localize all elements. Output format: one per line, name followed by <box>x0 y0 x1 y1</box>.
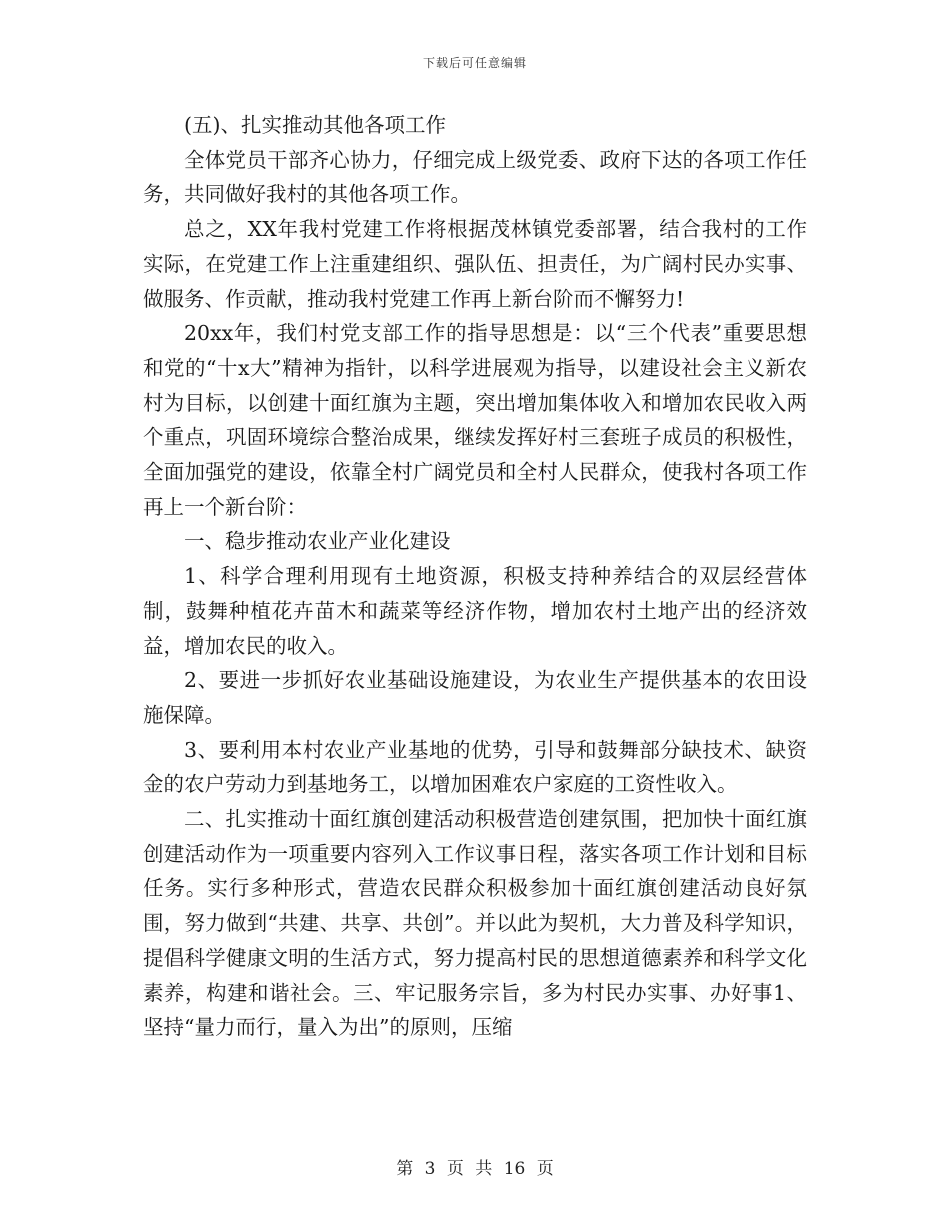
page-header-note: 下载后可任意编辑 <box>422 56 527 70</box>
paragraph: 全体党员干部齐心协力，仔细完成上级党委、政府下达的各项工作任务，共同做好我村的其他各项工作。 <box>143 147 807 207</box>
document-body <box>143 108 807 1045</box>
paragraph: 20xx年，我们村党支部工作的指导思想是：以“三个代表”重要思想和党的“十x大”精神为指针，以科学进展观为指导，以建设社会主义新农村为目标，以创建十面红旗为主题，突出增加集体收入和增加农民收入两个重点，巩固环境综合整治成果，继续发挥好村三套班子成员的积极性，全面加强党的建设，依靠全村广阔党员和全村人民群众，使我村各项工作再上一个新台阶： <box>143 321 807 519</box>
paragraph: 总之，XX年我村党建工作将根据茂林镇党委部署，结合我村的工作实际，在党建工作上注重建组织、强队伍、担责任，为广阔村民办实事、做服务、作贡献，推动我村党建工作再上新台阶而不懈努力! <box>143 217 807 311</box>
paragraph: 1、科学合理利用现有土地资源，积极支持种养结合的双层经营体制，鼓舞种植花卉苗木和蔬菜等经济作物，增加农村土地产出的经济效益，增加农民的收入。 <box>143 564 807 658</box>
paragraph: 一、稳步推动农业产业化建设 <box>184 529 451 554</box>
page-number: 第 3 页 共 16 页 <box>396 1159 554 1179</box>
paragraph: 二、扎实推动十面红旗创建活动积极营造创建氛围，把加快十面红旗创建活动作为一项重要内容列入工作议事日程，落实各项工作计划和目标任务。实行多种形式，营造农民群众积极参加十面红旗创建活动良好氛围，努力做到“共建、共享、共创”。并以此为契机，大力普及科学知识，提倡科学健康文明的生活方式，努力提高村民的思想道德素养和科学文化素养，构建和谐社会。三、牢记服务宗旨，多为村民办实事、办好事1、坚持“量力而行，量入为出”的原则，压缩 <box>143 807 807 1040</box>
paragraph: 2、要进一步抓好农业基础设施建设，为农业生产提供基本的农田设施保障。 <box>143 668 807 727</box>
paragraph: (五)、扎实推动其他各项工作 <box>184 113 446 137</box>
paragraph: 3、要利用本村农业产业基地的优势，引导和鼓舞部分缺技术、缺资金的农户劳动力到基地务工，以增加困难农户家庭的工资性收入。 <box>143 737 807 797</box>
